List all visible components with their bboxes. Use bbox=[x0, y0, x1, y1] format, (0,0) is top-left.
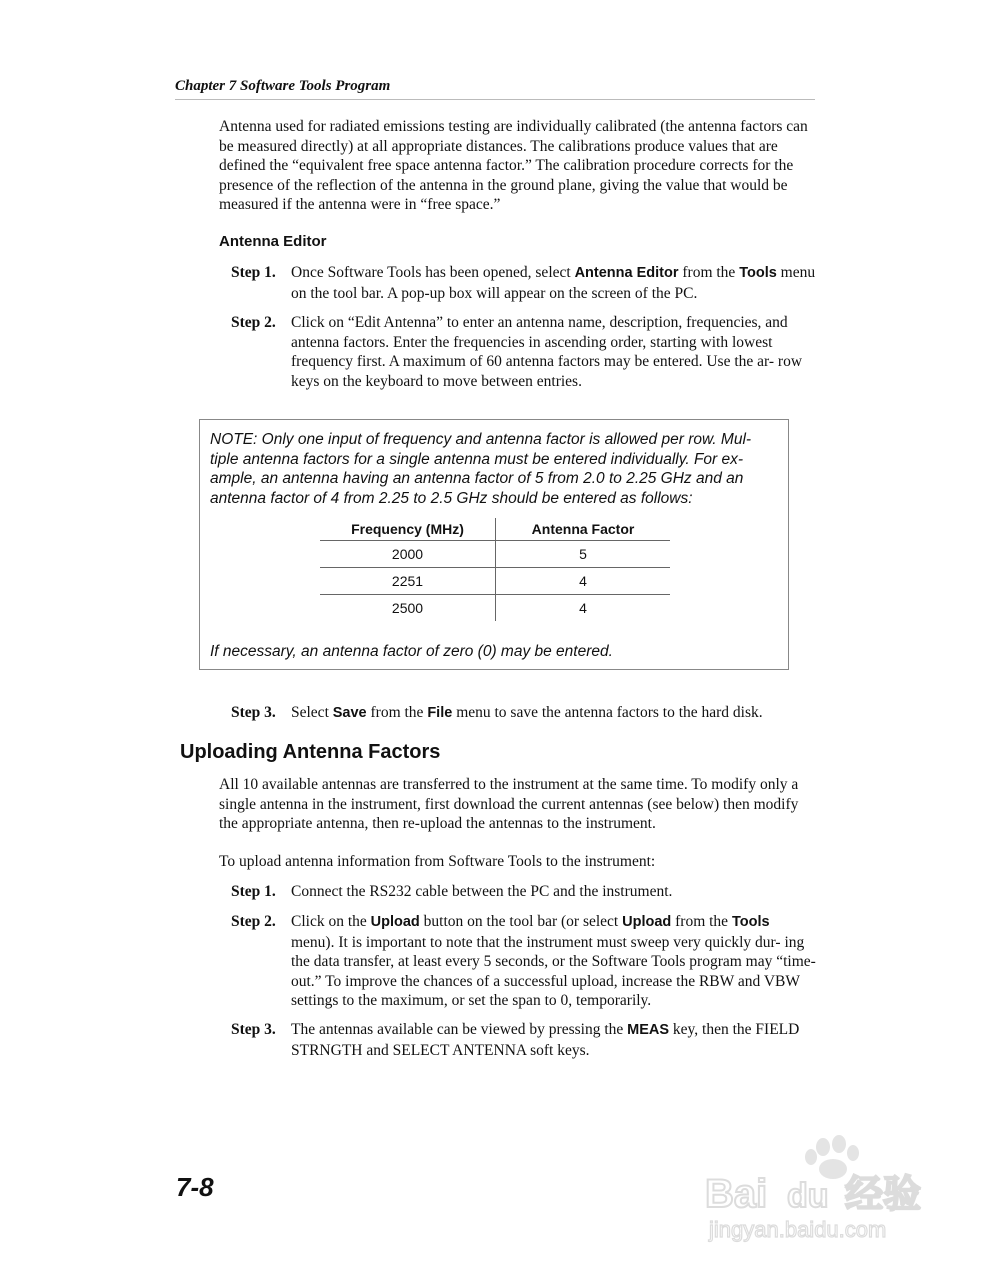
table-header-factor: Antenna Factor bbox=[496, 518, 671, 541]
table-cell: 2251 bbox=[320, 568, 496, 595]
watermark-brand: Bai bbox=[705, 1172, 768, 1216]
editor-step-3 bbox=[231, 703, 816, 723]
watermark-url: jingyan.baidu.com bbox=[709, 1217, 887, 1242]
step-label: Step 3. bbox=[231, 704, 276, 721]
table-row bbox=[320, 568, 670, 595]
step-text: Once Software Tools has been opened, select Antenna Editor from the Tools menu on the tool bar. A pop-up box will appear on the screen of the PC. bbox=[291, 264, 816, 302]
note-footer: If necessary, an antenna factor of zero (0) may be entered. bbox=[210, 643, 613, 660]
table-cell: 2000 bbox=[320, 541, 496, 568]
step-label: Step 2. bbox=[231, 314, 276, 331]
step-text: Click on “Edit Antenna” to enter an antenna name, description, frequencies, and antenna factors. Enter the frequencies in ascending order, starting with lowest frequency first. A maximum of 60 antenna factors may be entered. Use the ar- row keys on the keyboard to move between entries. bbox=[291, 314, 803, 390]
step-label: Step 2. bbox=[231, 913, 276, 930]
page-number: 7-8 bbox=[176, 1172, 214, 1202]
table-cell: 5 bbox=[496, 541, 671, 568]
watermark-brand-2: du bbox=[787, 1177, 829, 1215]
step-text: Click on the Upload button on the tool bar (or select Upload from the Tools menu). It is important to note that the instrument must sweep very quickly dur- ing the data transfer, at least every 5 seconds, or the Software Tools program may “time-out.” To improve the chances of a successful upload, increase the RBW and VBW settings to the maximum, or set the span to 0, temporarily. bbox=[291, 913, 816, 1009]
chapter-header: Chapter 7 Software Tools Program bbox=[175, 78, 815, 100]
editor-step-2 bbox=[231, 313, 816, 393]
step-label: Step 3. bbox=[231, 1021, 276, 1038]
table-cell: 4 bbox=[579, 600, 587, 616]
intro-paragraph: Antenna used for radiated emissions testing are individually calibrated (the antenna factors can be measured directly) at all appropriate distances. The calibrations produce values that are defined the “equivalent free space antenna factor.” The calibration procedure corrects for the presence of the reflection of the antenna in the ground plane, giving the value that would be measured if the antenna were in “free space.” bbox=[219, 118, 808, 213]
table-row bbox=[320, 595, 670, 622]
baidu-watermark bbox=[705, 1135, 935, 1245]
note-text: NOTE: Only one input of frequency and antenna factor is allowed per row. Mul- tiple antenna factors for a single antenna must be entered individually. For ex- ample, an antenna having an antenna factor of 5 from 2.0 to 2.25 GHz and an antenna factor of 4 from 2.25 to 2.5 GHz should be entered as follows: bbox=[210, 431, 752, 507]
table-header-frequency: Frequency (MHz) bbox=[320, 518, 496, 541]
step-text: Select Save from the File menu to save the antenna factors to the hard disk. bbox=[291, 704, 763, 721]
step-label: Step 1. bbox=[231, 883, 276, 900]
uploading-heading: Uploading Antenna Factors bbox=[180, 741, 441, 763]
watermark-cn: 经验 bbox=[845, 1172, 922, 1216]
table-cell: 4 bbox=[496, 568, 671, 595]
table-cell: 2500 bbox=[320, 595, 496, 622]
uploading-paragraph-2: To upload antenna information from Software Tools to the instrument: bbox=[219, 853, 656, 870]
antenna-editor-heading: Antenna Editor bbox=[219, 233, 327, 250]
upload-step-1 bbox=[231, 882, 816, 902]
upload-step-2 bbox=[231, 912, 816, 1012]
step-text: Connect the RS232 cable between the PC and the instrument. bbox=[291, 883, 673, 900]
uploading-paragraph-1: All 10 available antennas are transferred to the instrument at the same time. To modify only a single antenna in the instrument, first download the current antennas (see below) then modify the appropriate antenna, then re-upload the antennas to the instrument. bbox=[219, 776, 799, 832]
table-row bbox=[320, 541, 670, 568]
editor-step-1 bbox=[231, 263, 816, 303]
antenna-factor-table bbox=[320, 518, 670, 621]
step-text: The antennas available can be viewed by pressing the MEAS key, then the FIELD STRNGTH and SELECT ANTENNA soft keys. bbox=[291, 1021, 800, 1059]
upload-step-3 bbox=[231, 1020, 816, 1060]
note-box bbox=[199, 419, 789, 670]
step-label: Step 1. bbox=[231, 264, 276, 281]
